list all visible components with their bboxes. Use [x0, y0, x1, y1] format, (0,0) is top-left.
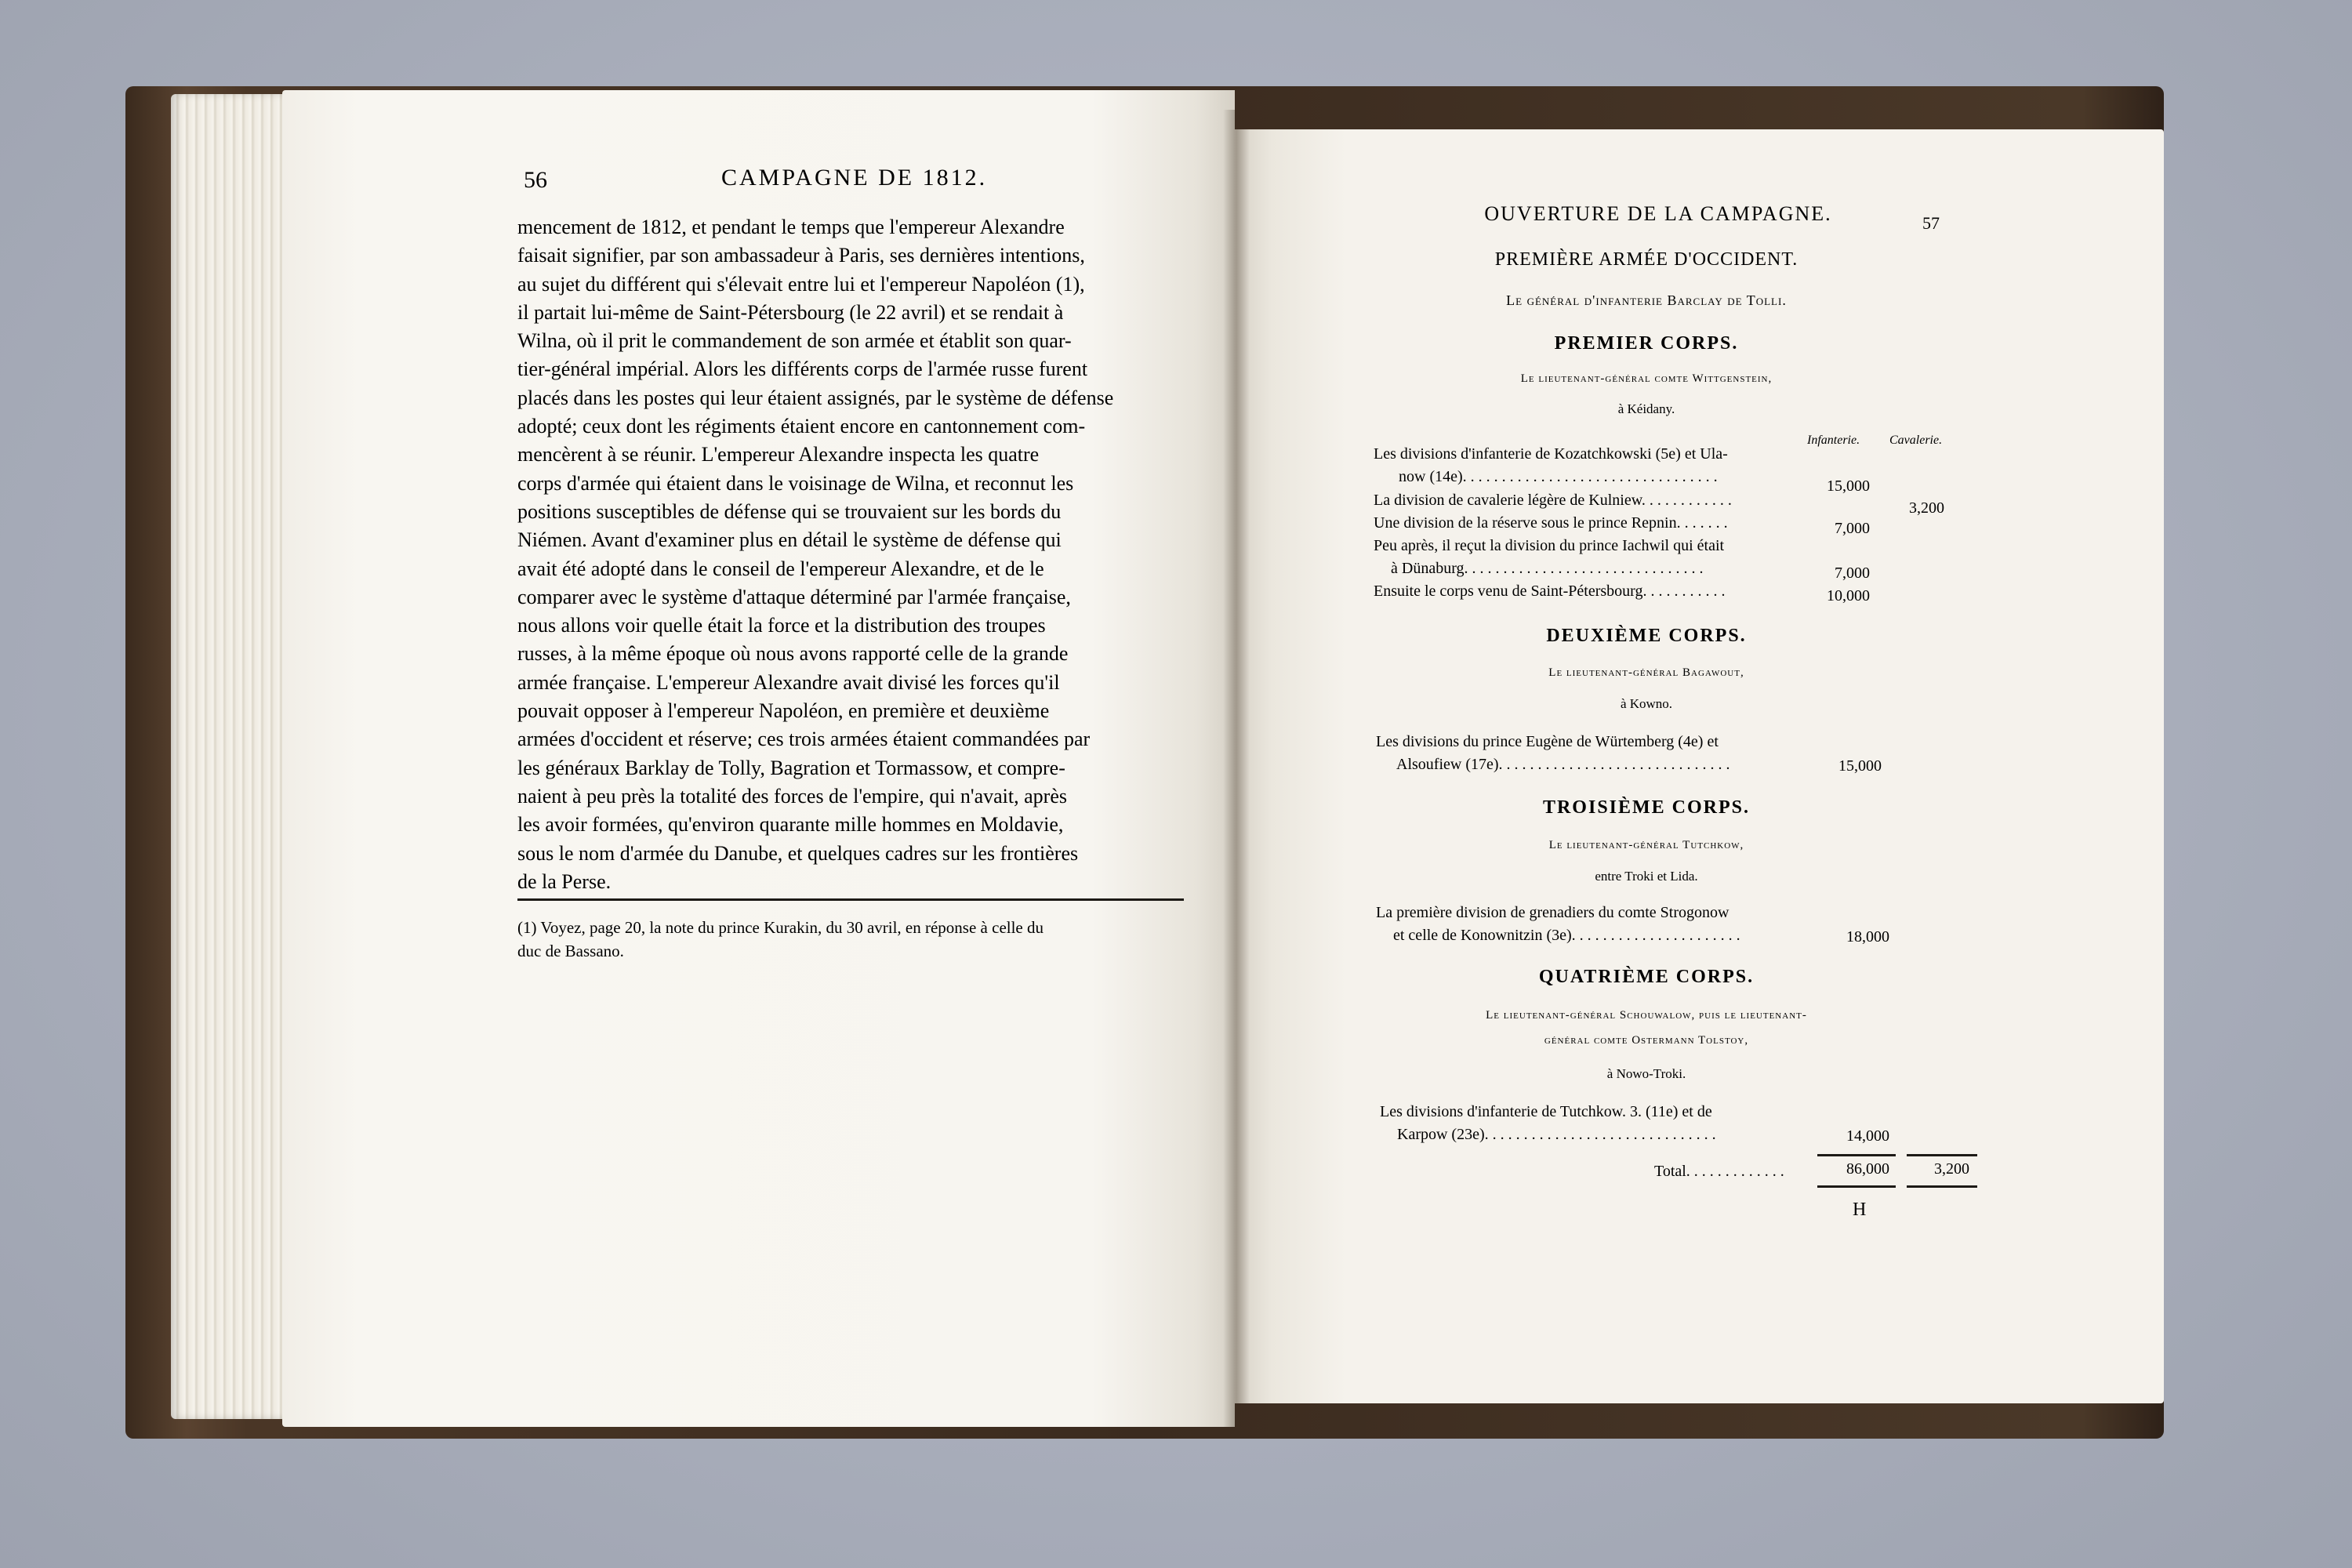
row-text: now (14e). . . . . . . . . . . . . . . . . . . . . . . . . . . . . . . . .: [1399, 468, 1718, 485]
infantry-value: 14,000: [1846, 1127, 1889, 1145]
corps-commander: Le lieutenant-général comte Wittgenstein,: [1520, 372, 1773, 385]
signature-mark: H: [1853, 1200, 1867, 1220]
footnote-line: duc de Bassano.: [517, 942, 624, 960]
corps-commander: Le lieutenant-général Bagawout,: [1548, 666, 1744, 679]
body-line: placés dans les postes qui leur étaient assignés, par le système de défense: [517, 386, 1114, 409]
table-row: [1374, 443, 1801, 488]
left-body-text: [517, 213, 1182, 896]
body-line: de la Perse.: [517, 869, 612, 893]
total-rule: [1907, 1154, 1977, 1156]
body-line: mencèrent à se réunir. L'empereur Alexandre inspecta les quatre: [517, 443, 1040, 466]
body-line: positions susceptibles de défense qui se trouvaient sur les bords du: [517, 499, 1062, 523]
infantry-value: 15,000: [1838, 757, 1882, 775]
body-line: corps d'armée qui étaient dans le voisinage de Wilna, et reconnut les: [517, 471, 1074, 495]
right-running-title: OUVERTURE DE LA CAMPAGNE.: [1484, 202, 1832, 225]
body-line: armée française. L'empereur Alexandre avait divisé les forces qu'il: [517, 670, 1060, 694]
table-row: [1374, 512, 1801, 535]
row-text: Peu après, il reçut la division du prince Iachwil qui était: [1374, 537, 1725, 554]
body-line: Niémen. Avant d'examiner plus en détail le système de défense qui: [517, 528, 1062, 552]
infantry-value: 15,000: [1827, 477, 1870, 495]
body-line: pouvait opposer à l'empereur Napoléon, en première et deuxième: [517, 699, 1050, 723]
row-text: Karpow (23e). . . . . . . . . . . . . . . . . . . . . . . . . . . . . .: [1397, 1126, 1716, 1143]
infantry-value: 7,000: [1835, 564, 1870, 582]
body-line: avait été adopté dans le conseil de l'empereur Alexandre, et de le: [517, 557, 1044, 580]
body-line: les généraux Barklay de Tolly, Bagration et Tormassow, et compre-: [517, 756, 1065, 779]
right-page-number: 57: [1922, 213, 1940, 233]
total-infantry: 86,000: [1846, 1160, 1889, 1178]
total-cavalry: 3,200: [1934, 1160, 1969, 1178]
corps-title: DEUXIÈME CORPS.: [1546, 626, 1747, 646]
table-row: [1374, 489, 1801, 512]
corps-commander: général comte Ostermann Tolstoy,: [1544, 1034, 1749, 1047]
corps-title: QUATRIÈME CORPS.: [1538, 967, 1755, 987]
row-text: La première division de grenadiers du comte Strogonow: [1376, 904, 1730, 921]
row-text: Les divisions d'infanterie de Kozatchkowski (5e) et Ula-: [1374, 445, 1728, 463]
body-line: tier-général impérial. Alors les différents corps de l'armée russe furent: [517, 358, 1088, 381]
body-line: russes, à la même époque où nous avons rapporté celle de la grande: [517, 642, 1069, 666]
body-line: Wilna, où il prit le commandement de son armée et établit son quar-: [517, 329, 1072, 353]
table-row: [1376, 731, 1803, 776]
corps-title: PREMIER CORPS.: [1554, 333, 1739, 354]
table-row: [1374, 535, 1801, 580]
cavalry-value: 3,200: [1909, 499, 1944, 517]
body-line: naient à peu près la totalité des forces de l'empire, qui n'avait, après: [517, 784, 1067, 808]
body-line: faisait signifier, par son ambassadeur à Paris, ses dernières intentions,: [517, 244, 1085, 267]
book-gutter: [1223, 110, 1250, 1427]
body-line: il partait lui-même de Saint-Pétersbourg (le 22 avril) et se rendait à: [517, 300, 1064, 324]
body-line: sous le nom d'armée du Danube, et quelques cadres sur les frontières: [517, 841, 1079, 865]
body-line: armées d'occident et réserve; ces trois armées étaient commandées par: [517, 728, 1091, 751]
row-text: Alsoufiew (17e). . . . . . . . . . . . . . . . . . . . . . . . . . . . . .: [1396, 756, 1730, 773]
body-line: mencement de 1812, et pendant le temps que l'empereur Alexandre: [517, 216, 1065, 238]
corps-location: à Kéidany.: [1617, 401, 1675, 416]
corps-location: à Kowno.: [1620, 696, 1673, 711]
corps-title: TROISIÈME CORPS.: [1542, 797, 1751, 818]
footnote: [517, 916, 1184, 963]
corps-commander: Le lieutenant-général Schouwalow, puis le lieutenant-: [1486, 1009, 1807, 1022]
corps-commander: Le lieutenant-général Tutchkow,: [1548, 839, 1744, 851]
row-text: à Dünaburg. . . . . . . . . . . . . . . . . . . . . . . . . . . . . . .: [1391, 560, 1704, 577]
body-line: adopté; ceux dont les régiments étaient encore en cantonnement com-: [517, 415, 1086, 438]
body-line: les avoir formées, qu'environ quarante mille hommes en Moldavie,: [517, 813, 1064, 837]
table-row: [1374, 580, 1801, 603]
left-running-title: CAMPAGNE DE 1812.: [721, 165, 988, 191]
total-label: Total. . . . . . . . . . . . .: [1654, 1163, 1784, 1180]
corps-location: entre Troki et Lida.: [1595, 869, 1698, 884]
army-general: Le général d'infanterie Barclay de Tolli.: [1506, 292, 1787, 308]
row-text: Les divisions du prince Eugène de Würtemberg (4e) et: [1376, 733, 1719, 750]
row-text: Les divisions d'infanterie de Tutchkow. 3. (11e) et de: [1380, 1103, 1712, 1120]
total-rule: [1907, 1185, 1977, 1188]
corps-location: à Nowo-Troki.: [1606, 1066, 1686, 1081]
infantry-value: 10,000: [1827, 587, 1870, 604]
body-line: au sujet du différent qui s'élevait entre lui et l'empereur Napoléon (1),: [517, 272, 1085, 296]
total-rule: [1817, 1185, 1896, 1188]
left-page-number: 56: [524, 167, 547, 193]
col-header-cavalry: Cavalerie.: [1889, 434, 1943, 447]
row-text: et celle de Konownitzin (3e). . . . . . . . . . . . . . . . . . . . . .: [1393, 927, 1740, 944]
row-text: Une division de la réserve sous le prince Repnin. . . . . . .: [1374, 514, 1728, 532]
table-row: [1376, 902, 1815, 947]
row-text: Ensuite le corps venu de Saint-Pétersbourg. . . . . . . . . . .: [1374, 583, 1726, 600]
row-text: La division de cavalerie légère de Kulniew. . . . . . . . . . . .: [1374, 492, 1732, 509]
infantry-value: 7,000: [1835, 520, 1870, 537]
table-row: [1380, 1101, 1819, 1146]
infantry-value: 18,000: [1846, 928, 1889, 946]
footnote-line: (1) Voyez, page 20, la note du prince Kurakin, du 30 avril, en réponse à celle du: [517, 918, 1044, 937]
col-header-infantry: Infanterie.: [1807, 434, 1860, 447]
footnote-rule: [517, 898, 1184, 901]
total-rule: [1817, 1154, 1896, 1156]
army-title: PREMIÈRE ARMÉE D'OCCIDENT.: [1494, 249, 1798, 270]
body-line: nous allons voir quelle était la force et la distribution des troupes: [517, 614, 1046, 637]
body-line: comparer avec le système d'attaque déterminé par l'armée française,: [517, 585, 1071, 608]
